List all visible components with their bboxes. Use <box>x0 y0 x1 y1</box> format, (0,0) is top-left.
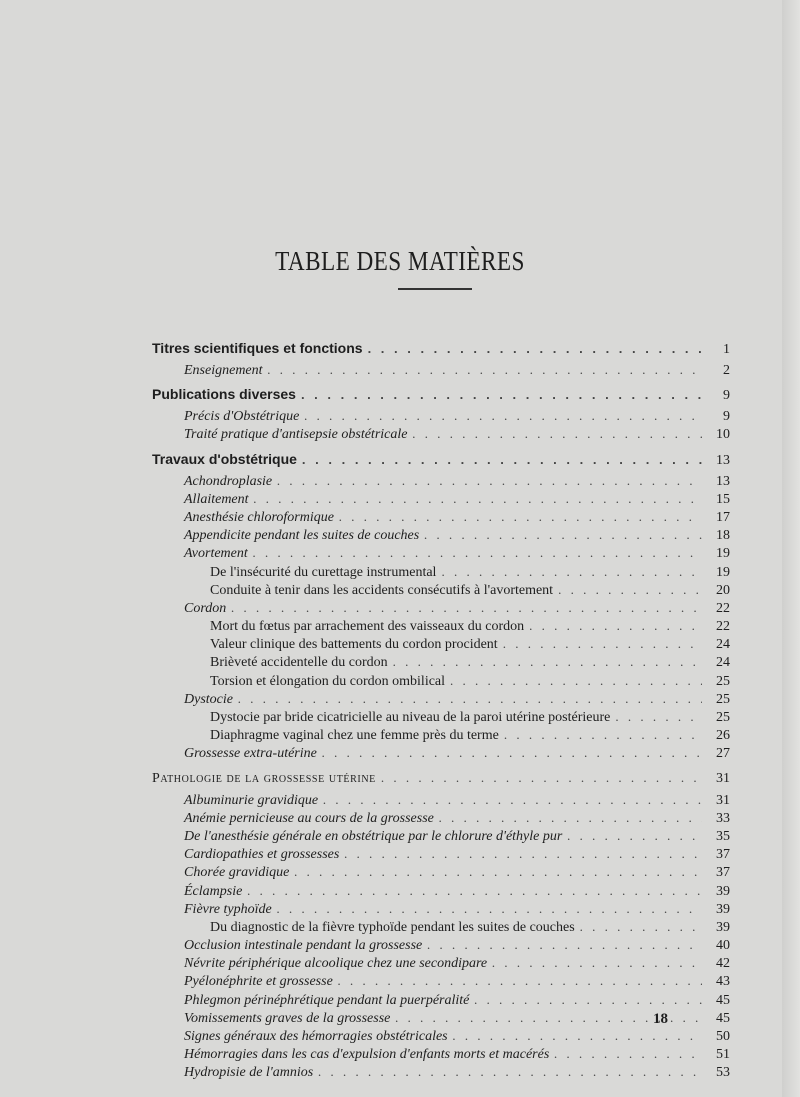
toc-entry-title: Signes généraux des hémorragies obstétricales <box>184 1029 448 1044</box>
toc-entry-page: 37 <box>716 865 730 881</box>
toc-entry-page: 35 <box>716 828 730 844</box>
toc-entry <box>152 745 730 763</box>
toc-entry-page: 33 <box>716 810 730 826</box>
toc-entry-title: Fièvre typhoïde <box>184 901 272 917</box>
dot-leader <box>407 426 702 442</box>
toc-entry <box>152 1028 730 1046</box>
toc-entry <box>152 362 730 380</box>
toc-entry <box>152 770 730 792</box>
dot-leader <box>549 1046 702 1062</box>
toc-entry-title: Éclampsie <box>184 883 243 899</box>
toc-entry <box>152 340 730 362</box>
toc-entry <box>152 727 730 745</box>
toc-entry-page: 18 <box>716 528 730 544</box>
toc-entry <box>152 883 730 901</box>
toc-entry-title: Achondroplasie <box>184 473 273 489</box>
toc-entry <box>152 1010 730 1028</box>
toc-entry-title: Conduite à tenir dans les accidents consécutifs à l'avortement <box>210 582 554 598</box>
toc-entry-title: Allaitement <box>184 491 249 507</box>
dot-leader <box>448 1028 702 1044</box>
toc-entry-title: Pathologie de la grossesse utérine <box>152 770 376 786</box>
toc-entry-title: De l'insécurité du curettage instrumental <box>210 564 437 580</box>
toc-entry-title: Cardiopathies et grossesses <box>184 847 340 863</box>
toc-entry <box>152 386 730 408</box>
toc-entry-title: Albuminurie gravidique <box>184 792 319 808</box>
toc-entry <box>152 451 730 473</box>
toc-entry <box>152 636 730 654</box>
toc-entry-page: 25 <box>716 691 730 707</box>
dot-leader <box>487 955 702 971</box>
toc-entry-page: 42 <box>716 956 730 972</box>
toc-entry <box>152 864 730 882</box>
toc-entry-title: Traité pratique d'antisepsie obstétricale <box>184 427 408 443</box>
toc-entry-page: 20 <box>716 582 730 598</box>
toc-entry-page: 9 <box>723 388 730 404</box>
toc-entry-title: Anesthésie chloroformique <box>184 509 334 525</box>
toc-entry-page: 19 <box>716 564 730 580</box>
toc-entry <box>152 654 730 672</box>
toc-entry-title: Valeur clinique des battements du cordon procident <box>210 637 498 653</box>
toc-entry-title: Titres scientifiques et fonctions <box>152 340 363 356</box>
toc-entry-title: Hydropisie de l'amnios <box>184 1065 314 1081</box>
page-edge-shadow <box>782 0 800 1097</box>
dot-leader <box>499 727 702 743</box>
toc-entry-page: 10 <box>716 427 730 443</box>
toc-entry <box>152 955 730 973</box>
toc-entry-title: Hémorragies dans les cas d'expulsion d'enfants morts et macérés <box>184 1047 550 1063</box>
dot-leader <box>333 973 702 989</box>
toc-entry <box>152 582 730 600</box>
dot-leader <box>610 709 702 725</box>
toc-entry <box>152 691 730 709</box>
dot-leader <box>575 919 702 935</box>
toc-entry <box>152 1046 730 1064</box>
toc-entry <box>152 810 730 828</box>
toc-entry-page: 53 <box>716 1065 730 1081</box>
toc-entry <box>152 673 730 691</box>
dot-leader <box>334 509 702 525</box>
toc-entry <box>152 792 730 810</box>
toc-entry-page: 24 <box>716 637 730 653</box>
toc-entry-page: 2 <box>723 363 730 378</box>
toc-entry-title: Chorée gravidique <box>184 865 290 881</box>
dot-leader <box>248 545 702 561</box>
dot-leader <box>313 1064 702 1080</box>
toc-entry-page: 13 <box>716 452 730 468</box>
toc-entry-page: 13 <box>716 473 730 489</box>
dot-leader <box>272 473 702 489</box>
dot-leader <box>317 745 702 761</box>
toc-entry-title: Avortement <box>184 546 248 562</box>
dot-leader <box>445 673 702 689</box>
dot-leader <box>498 636 702 652</box>
toc-entry-page: 17 <box>716 509 730 525</box>
toc-entry-page: 31 <box>716 792 730 808</box>
toc-entry-title: Torsion et élongation du cordon ombilical <box>210 673 446 689</box>
toc-entry-title: Dystocie <box>184 691 233 707</box>
toc-entry-title: Du diagnostic de la fièvre typhoïde pendant les suites de couches <box>210 919 575 935</box>
toc-entry <box>152 846 730 864</box>
toc-entry-page: 45 <box>716 1010 730 1026</box>
toc-entry-title: Appendicite pendant les suites de couches <box>184 528 420 544</box>
dot-leader <box>553 582 702 598</box>
toc-entry <box>152 709 730 727</box>
toc-entry-page: 22 <box>716 619 730 635</box>
toc-entry-title: Travaux d'obstétrique <box>152 450 297 467</box>
toc-entry-title: Pyélonéphrite et grossesse <box>184 974 333 990</box>
toc-entry <box>152 426 730 444</box>
toc-entry-page: 26 <box>716 728 730 744</box>
toc-entry <box>152 1064 730 1082</box>
dot-leader <box>299 408 702 424</box>
toc-entry <box>152 992 730 1010</box>
toc-entry-title: Précis d'Obstétrique <box>184 409 300 425</box>
toc-entry-page: 25 <box>716 710 730 725</box>
toc-entry-page: 9 <box>723 409 730 425</box>
toc-entry <box>152 545 730 563</box>
dot-leader <box>388 654 702 670</box>
toc-entry-page: 15 <box>716 491 730 507</box>
toc-entry-title: Brièveté accidentelle du cordon <box>210 655 388 671</box>
toc-entry <box>152 473 730 491</box>
toc-entry-title: Publications diverses <box>152 386 296 403</box>
toc-entry <box>152 408 730 426</box>
dot-leader <box>296 387 702 402</box>
page-number: 18 <box>653 1011 668 1027</box>
toc-entry <box>152 527 730 545</box>
toc-entry-page: 51 <box>716 1047 730 1063</box>
dot-leader <box>318 792 702 808</box>
toc-entry <box>152 919 730 937</box>
dot-leader <box>562 828 702 844</box>
toc-entry <box>152 901 730 919</box>
toc-entry-page: 45 <box>716 992 730 1008</box>
toc-entry-title: Enseignement <box>184 363 263 378</box>
dot-leader <box>376 770 702 786</box>
toc-entry-page: 22 <box>716 600 730 616</box>
toc-entry-page: 24 <box>716 655 730 671</box>
toc-entry-title: Dystocie par bride cicatricielle au niveau de la paroi utérine postérieure <box>210 710 611 725</box>
toc-entry-title: Grossesse extra-utérine <box>184 746 317 762</box>
toc-entry-page: 40 <box>716 938 730 954</box>
dot-leader <box>263 362 702 378</box>
toc-entry <box>152 973 730 991</box>
dot-leader <box>436 564 702 580</box>
toc-entry-title: Occlusion intestinale pendant la grossesse <box>184 938 423 954</box>
dot-leader <box>469 992 702 1008</box>
toc-entry-page: 1 <box>723 342 730 357</box>
dot-leader <box>233 691 702 707</box>
dot-leader <box>422 937 702 953</box>
toc-entry-page: 39 <box>716 883 730 899</box>
toc-entry-page: 39 <box>716 901 730 917</box>
dot-leader <box>297 452 702 467</box>
dot-leader <box>363 341 702 356</box>
toc-entry-title: De l'anesthésie générale en obstétrique par le chlorure d'éthyle pur <box>184 828 563 844</box>
dot-leader <box>339 846 702 862</box>
toc-entry-title: Cordon <box>184 600 227 616</box>
dot-leader <box>419 527 702 543</box>
dot-leader <box>272 901 702 917</box>
dot-leader <box>249 491 702 507</box>
toc-entry-page: 43 <box>716 974 730 990</box>
dot-leader <box>289 864 702 880</box>
dot-leader <box>226 600 702 616</box>
toc-entry <box>152 509 730 527</box>
toc-entry <box>152 618 730 636</box>
toc-entry-page: 25 <box>716 673 730 689</box>
toc-entry <box>152 828 730 846</box>
toc-entry-title: Mort du fœtus par arrachement des vaisseaux du cordon <box>210 619 525 635</box>
toc-entry-page: 19 <box>716 546 730 562</box>
toc-entry <box>152 600 730 618</box>
toc-entry-title: Diaphragme vaginal chez une femme près du terme <box>210 728 499 744</box>
toc-entry-page: 37 <box>716 847 730 863</box>
toc-entry-title: Anémie pernicieuse au cours de la grossesse <box>184 810 434 826</box>
toc-entry-title: Phlegmon périnéphrétique pendant la puerpéralité <box>184 992 470 1008</box>
dot-leader <box>434 810 702 826</box>
toc-entry <box>152 491 730 509</box>
table-of-contents <box>152 340 730 1083</box>
toc-entry <box>152 564 730 582</box>
toc-entry-page: 27 <box>716 746 730 762</box>
toc-entry-title: Névrite périphérique alcoolique chez une secondipare <box>184 956 488 972</box>
page-title: TABLE DES MATIÈRES <box>275 246 525 277</box>
toc-entry-title: Vomissements graves de la grossesse <box>184 1010 391 1026</box>
toc-entry-page: 50 <box>716 1029 730 1044</box>
toc-entry-page: 39 <box>716 919 730 935</box>
toc-entry-page: 31 <box>716 770 730 786</box>
dot-leader <box>242 883 702 899</box>
toc-entry <box>152 937 730 955</box>
title-divider <box>398 288 472 290</box>
dot-leader <box>524 618 702 634</box>
